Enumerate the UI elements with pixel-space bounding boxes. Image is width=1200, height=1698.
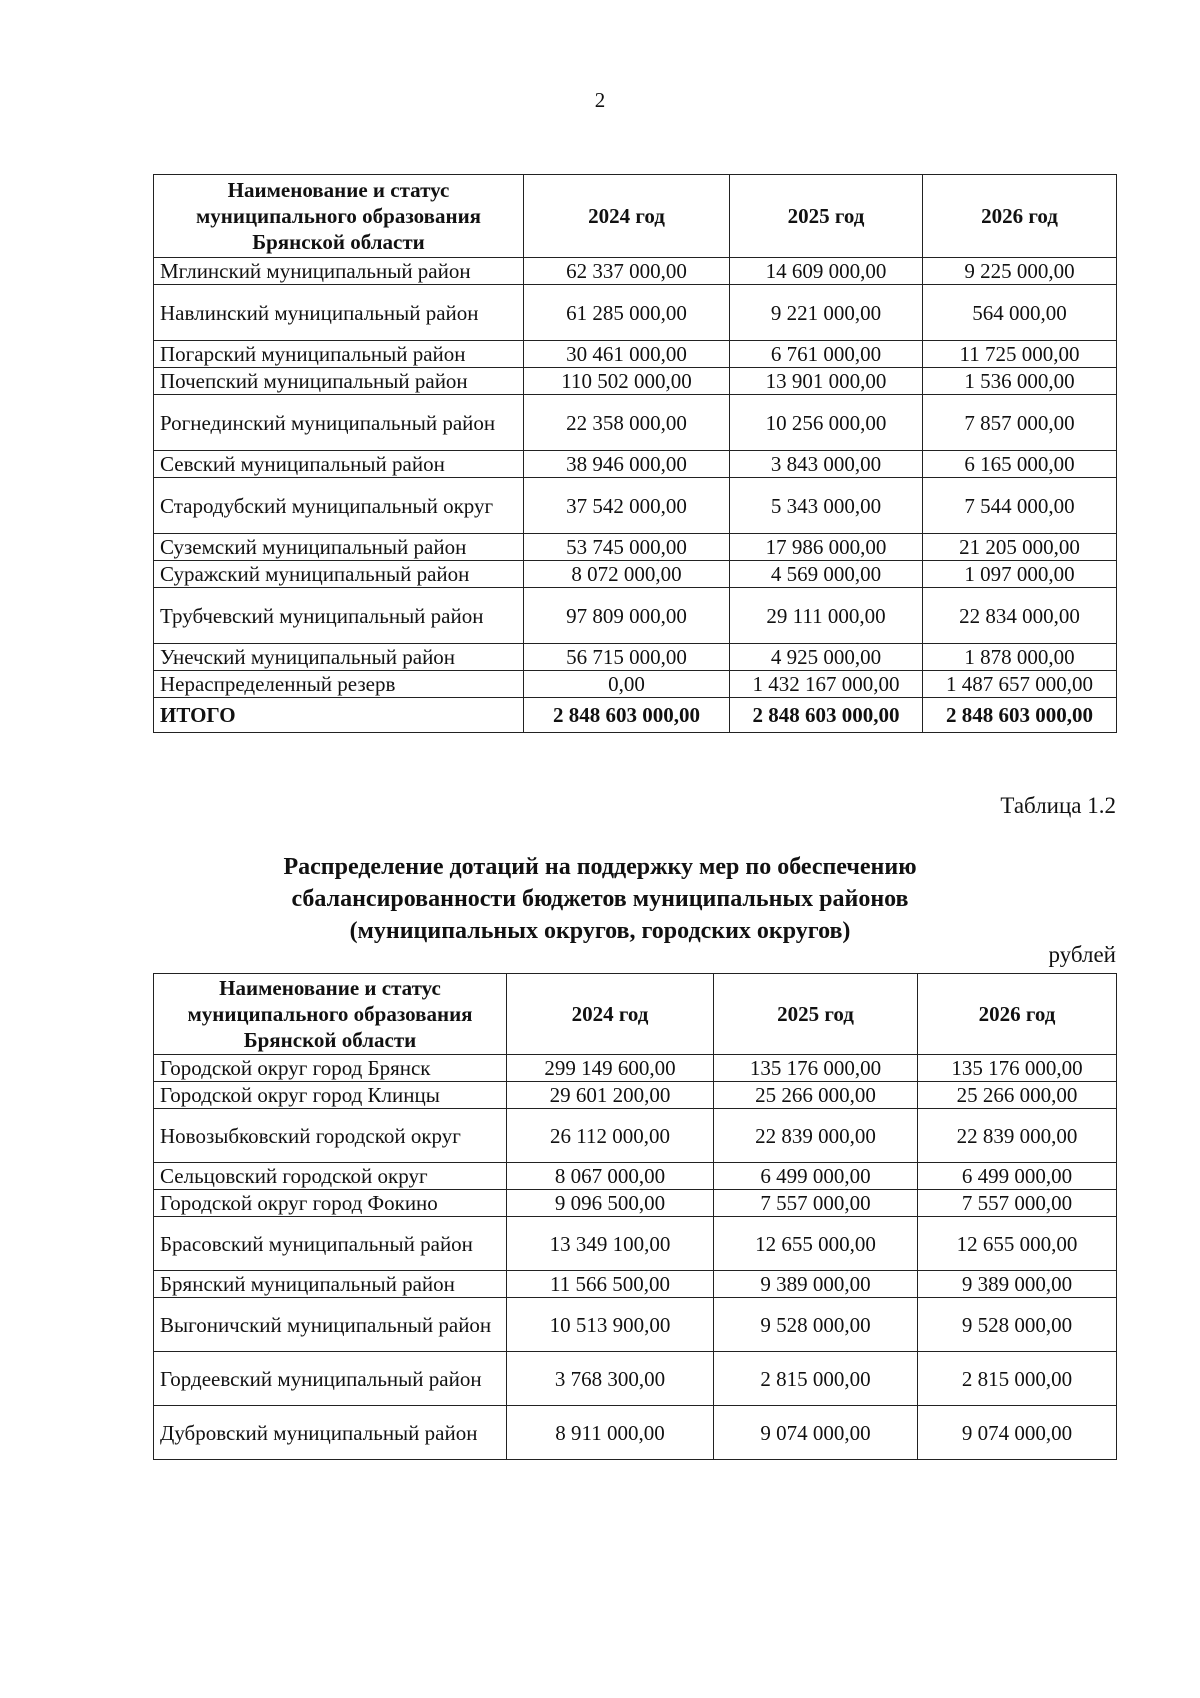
cell-2025: 7 557 000,00 [714,1190,918,1217]
cell-2025: 12 655 000,00 [714,1217,918,1271]
cell-total-label: ИТОГО [154,698,524,733]
cell-2024: 30 461 000,00 [524,341,730,368]
table-row [154,1055,1117,1082]
cell-2025: 135 176 000,00 [714,1055,918,1082]
cell-2026: 7 544 000,00 [923,478,1117,534]
cell-name: Трубчевский муниципальный район [154,588,524,644]
cell-name: Севский муниципальный район [154,451,524,478]
cell-name: Сельцовский городской округ [154,1163,507,1190]
cell-2024: 53 745 000,00 [524,534,730,561]
cell-name: Суземский муниципальный район [154,534,524,561]
cell-2024: 97 809 000,00 [524,588,730,644]
cell-name: Дубровский муниципальный район [154,1406,507,1460]
cell-2025: 25 266 000,00 [714,1082,918,1109]
cell-2025: 14 609 000,00 [730,258,923,285]
cell-2026: 1 487 657 000,00 [923,671,1117,698]
cell-2025: 2 815 000,00 [714,1352,918,1406]
column-header-2024: 2024 год [524,175,730,258]
cell-2024: 13 349 100,00 [507,1217,714,1271]
table-row [154,1406,1117,1460]
table-row [154,451,1117,478]
cell-2026: 22 839 000,00 [918,1109,1117,1163]
table-2-header-row [154,974,1117,1055]
cell-name: Мглинский муниципальный район [154,258,524,285]
cell-name: Брасовский муниципальный район [154,1217,507,1271]
cell-name: Погарский муниципальный район [154,341,524,368]
cell-name: Навлинский муниципальный район [154,285,524,341]
cell-2024: 3 768 300,00 [507,1352,714,1406]
column-header-2025: 2025 год [714,974,918,1055]
table-row [154,1271,1117,1298]
table-row [154,1217,1117,1271]
cell-2025: 5 343 000,00 [730,478,923,534]
table-2 [153,973,1117,1460]
cell-2026: 1 097 000,00 [923,561,1117,588]
cell-2024: 26 112 000,00 [507,1109,714,1163]
table-row [154,1190,1117,1217]
cell-name: Суражский муниципальный район [154,561,524,588]
cell-2025: 9 074 000,00 [714,1406,918,1460]
cell-2024: 56 715 000,00 [524,644,730,671]
cell-name: Брянский муниципальный район [154,1271,507,1298]
cell-2026: 12 655 000,00 [918,1217,1117,1271]
cell-total-2026: 2 848 603 000,00 [923,698,1117,733]
cell-2026: 21 205 000,00 [923,534,1117,561]
cell-2024: 0,00 [524,671,730,698]
cell-2024: 10 513 900,00 [507,1298,714,1352]
cell-2026: 11 725 000,00 [923,341,1117,368]
cell-2024: 8 911 000,00 [507,1406,714,1460]
table-row [154,1298,1117,1352]
cell-2026: 7 857 000,00 [923,395,1117,451]
cell-2026: 1 878 000,00 [923,644,1117,671]
column-header-2025: 2025 год [730,175,923,258]
table-row [154,341,1117,368]
cell-name: Нераспределенный резерв [154,671,524,698]
cell-total-2025: 2 848 603 000,00 [730,698,923,733]
cell-name: Городской округ город Клинцы [154,1082,507,1109]
table-1 [153,174,1117,733]
cell-2024: 8 067 000,00 [507,1163,714,1190]
cell-name: Почепский муниципальный район [154,368,524,395]
table-row [154,671,1117,698]
cell-name: Унечский муниципальный район [154,644,524,671]
column-header-name: Наименование и статус муниципального образования Брянской области [154,974,507,1055]
cell-2024: 9 096 500,00 [507,1190,714,1217]
cell-2026: 25 266 000,00 [918,1082,1117,1109]
cell-2025: 22 839 000,00 [714,1109,918,1163]
cell-2025: 13 901 000,00 [730,368,923,395]
cell-2025: 9 528 000,00 [714,1298,918,1352]
cell-2026: 9 074 000,00 [918,1406,1117,1460]
cell-2026: 564 000,00 [923,285,1117,341]
cell-2024: 37 542 000,00 [524,478,730,534]
cell-2025: 6 761 000,00 [730,341,923,368]
cell-2026: 9 225 000,00 [923,258,1117,285]
cell-total-2024: 2 848 603 000,00 [524,698,730,733]
cell-2025: 17 986 000,00 [730,534,923,561]
cell-name: Рогнединский муниципальный район [154,395,524,451]
column-header-name: Наименование и статус муниципального образования Брянской области [154,175,524,258]
table-row [154,588,1117,644]
table-row [154,478,1117,534]
table-row [154,285,1117,341]
cell-2025: 4 925 000,00 [730,644,923,671]
table-title-line: Распределение дотаций на поддержку мер по обеспечению [283,854,917,880]
cell-2024: 38 946 000,00 [524,451,730,478]
units-label: рублей [1048,942,1116,967]
cell-2025: 4 569 000,00 [730,561,923,588]
cell-2024: 22 358 000,00 [524,395,730,451]
table-row [154,644,1117,671]
column-header-2024: 2024 год [507,974,714,1055]
cell-2026: 7 557 000,00 [918,1190,1117,1217]
table-row [154,1352,1117,1406]
cell-2026: 9 389 000,00 [918,1271,1117,1298]
table-title [0,851,1200,947]
cell-2026: 1 536 000,00 [923,368,1117,395]
table-row [154,368,1117,395]
table-title-line: (муниципальных округов, городских округов) [349,918,851,944]
table-row [154,395,1117,451]
table-row [154,1082,1117,1109]
cell-name: Городской округ город Брянск [154,1055,507,1082]
cell-2024: 110 502 000,00 [524,368,730,395]
cell-2024: 299 149 600,00 [507,1055,714,1082]
cell-2026: 6 499 000,00 [918,1163,1117,1190]
cell-2024: 62 337 000,00 [524,258,730,285]
cell-2026: 9 528 000,00 [918,1298,1117,1352]
cell-2025: 6 499 000,00 [714,1163,918,1190]
column-header-2026: 2026 год [923,175,1117,258]
cell-2025: 9 389 000,00 [714,1271,918,1298]
table-row [154,561,1117,588]
cell-name: Городской округ город Фокино [154,1190,507,1217]
page-number: 2 [594,88,606,112]
cell-2025: 1 432 167 000,00 [730,671,923,698]
table-title-line: сбалансированности бюджетов муниципальных районов [291,886,909,912]
cell-2026: 6 165 000,00 [923,451,1117,478]
column-header-2026: 2026 год [918,974,1117,1055]
cell-name: Выгоничский муниципальный район [154,1298,507,1352]
cell-2026: 2 815 000,00 [918,1352,1117,1406]
cell-name: Гордеевский муниципальный район [154,1352,507,1406]
table-row [154,1163,1117,1190]
cell-2026: 135 176 000,00 [918,1055,1117,1082]
cell-2024: 29 601 200,00 [507,1082,714,1109]
cell-2025: 3 843 000,00 [730,451,923,478]
cell-2024: 11 566 500,00 [507,1271,714,1298]
cell-name: Новозыбковский городской округ [154,1109,507,1163]
table-label: Таблица 1.2 [1000,793,1116,818]
cell-2024: 8 072 000,00 [524,561,730,588]
cell-2024: 61 285 000,00 [524,285,730,341]
cell-name: Стародубский муниципальный округ [154,478,524,534]
table-row [154,1109,1117,1163]
cell-2025: 29 111 000,00 [730,588,923,644]
cell-2025: 9 221 000,00 [730,285,923,341]
table-row [154,258,1117,285]
cell-2025: 10 256 000,00 [730,395,923,451]
table-1-header-row [154,175,1117,258]
cell-2026: 22 834 000,00 [923,588,1117,644]
table-row [154,534,1117,561]
table-total-row [154,698,1117,733]
